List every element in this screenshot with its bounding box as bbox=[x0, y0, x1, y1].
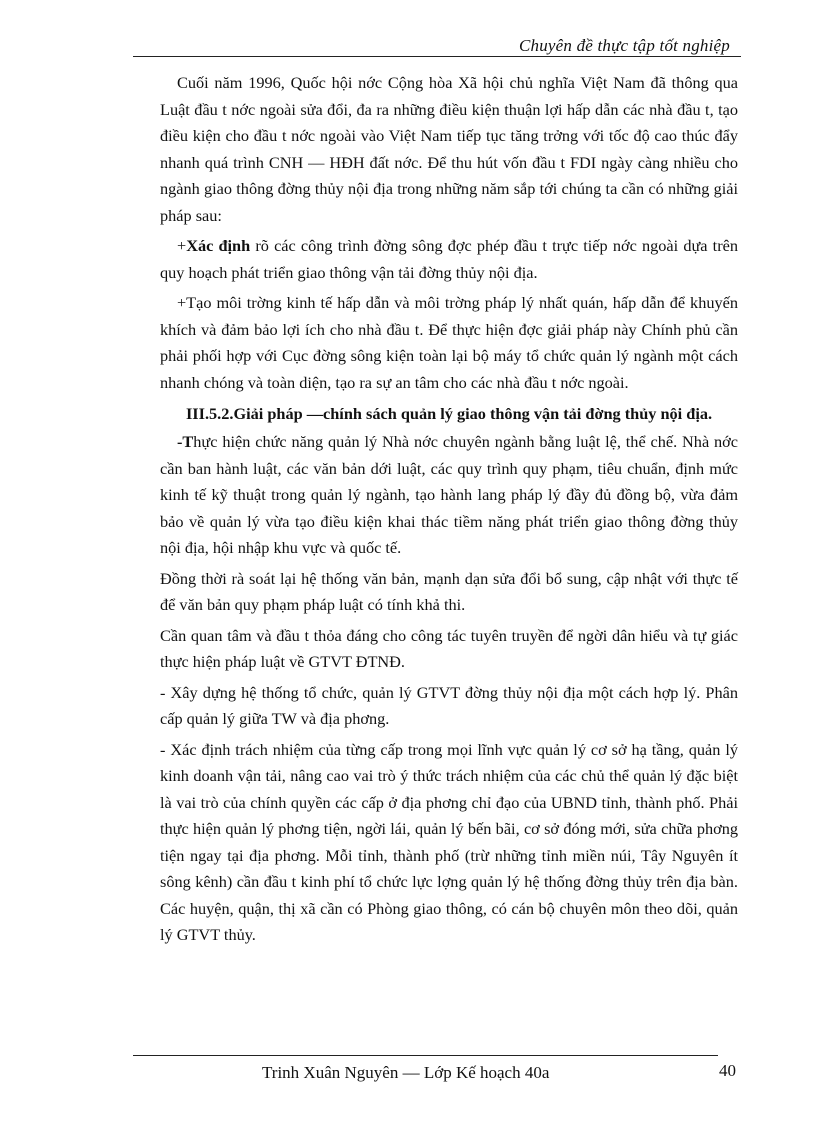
paragraph-2 bbox=[160, 233, 738, 286]
header-divider bbox=[133, 56, 741, 57]
paragraph-1: Cuối năm 1996, Quốc hội nớc Cộng hòa Xã hội chủ nghĩa Việt Nam đã thông qua Luật đầu t nớc ngoài sửa đổi, đa ra những điều kiện thuận lợi hấp dẫn các nhà đầu t, tạo điều kiện cho đầu t nớc ngoài vào Việt Nam tiếp tục tăng trởng với tốc độ cao thúc đẩy nhanh quá trình CNH — HĐH đất nớc. Để thu hút vốn đầu t FDI ngày càng nhiều cho ngành giao thông đờng thủy nội địa trong những năm sắp tới chúng ta cần có những giải pháp sau: bbox=[160, 73, 738, 225]
page-number: 40 bbox=[719, 1061, 736, 1080]
list-item-1: - Xây dựng hệ thống tổ chức, quản lý GTVT đờng thủy nội địa một cách hợp lý. Phân cấp quản lý giữa TW và địa phơng. bbox=[160, 682, 738, 728]
bold-term: Xác định bbox=[186, 236, 251, 255]
list-item-2: - Xác định trách nhiệm của từng cấp trong mọi lĩnh vực quản lý cơ sở hạ tầng, quản lý kinh doanh vận tải, nâng cao vai trò ý thức trách nhiệm của các chủ thể quản lý đặc biệt là vai trò của chính quyền các cấp ở địa phơng chỉ đạo của UBND tỉnh, thành phố. Phải thực hiện quản lý phơng tiện, ngời lái, quản lý bến bãi, cơ sở đóng mới, sửa chữa phơng tiện ngay tại địa phơng. Mỗi tỉnh, thành phố (trừ những tỉnh miền núi, Tây Nguyên ít sông kênh) cần đầu t kinh phí tổ chức lực lợng quản lý hệ thống đờng thủy trên địa bàn. Các huyện, quận, thị xã cần có Phòng giao thông, có cán bộ chuyên môn theo dõi, quản lý GTVT thủy. bbox=[160, 739, 738, 944]
paragraph-6: Cần quan tâm và đầu t thỏa đáng cho công tác tuyên truyền để ngời dân hiểu và tự giác thực hiện pháp luật về GTVT ĐTNĐ. bbox=[160, 625, 738, 671]
document-body bbox=[160, 70, 738, 953]
dash-marker: -T bbox=[177, 432, 194, 451]
paragraph-4-text: hực hiện chức năng quản lý Nhà nớc chuyên ngành bằng luật lệ, thể chế. Nhà nớc cần ban hành luật, các văn bản dới luật, các quy trình quy phạm, tiêu chuẩn, định mức kinh tế kỹ thuật trong quản lý ngành, tạo hành lang pháp lý đầy đủ đồng bộ, vừa đảm bảo về quản lý vừa tạo điều kiện khai thác tiềm năng phát triển giao thông đờng thủy nội địa, hội nhập khu vực và quốc tế. bbox=[160, 432, 738, 557]
footer-divider bbox=[133, 1055, 718, 1056]
header-title: Chuyên đề thực tập tốt nghiệp bbox=[518, 36, 730, 55]
section-heading: III.5.2.Giải pháp —chính sách quản lý giao thông vận tải đờng thủy nội địa. bbox=[185, 404, 713, 423]
paragraph-4 bbox=[160, 429, 738, 562]
paragraph-2-text: rõ các công trình đờng sông đợc phép đầu t trực tiếp nớc ngoài dựa trên quy hoạch phát triển giao thông vận tải đờng thủy nội địa. bbox=[160, 236, 738, 282]
paragraph-3: +Tạo môi trờng kinh tế hấp dẫn và môi trờng pháp lý nhất quán, hấp dẫn để khuyến khích và đảm bảo lợi ích cho nhà đầu t. Để thực hiện đợc giải pháp này Chính phủ cần phải phối hợp với Cục đờng sông kiện toàn lại bộ máy tổ chức quản lý ngành một cách nhanh chóng và toàn diện, tạo ra sự an tâm cho các nhà đầu t nớc ngoài. bbox=[160, 293, 738, 392]
paragraph-5: Đồng thời rà soát lại hệ thống văn bản, mạnh dạn sửa đổi bổ sung, cập nhật với thực tế để văn bản quy phạm pháp luật có tính khả thi. bbox=[160, 568, 738, 614]
footer-author: Trinh Xuân Nguyên — Lớp Kế hoạch 40a bbox=[262, 1063, 550, 1082]
plus-marker: + bbox=[177, 236, 187, 255]
